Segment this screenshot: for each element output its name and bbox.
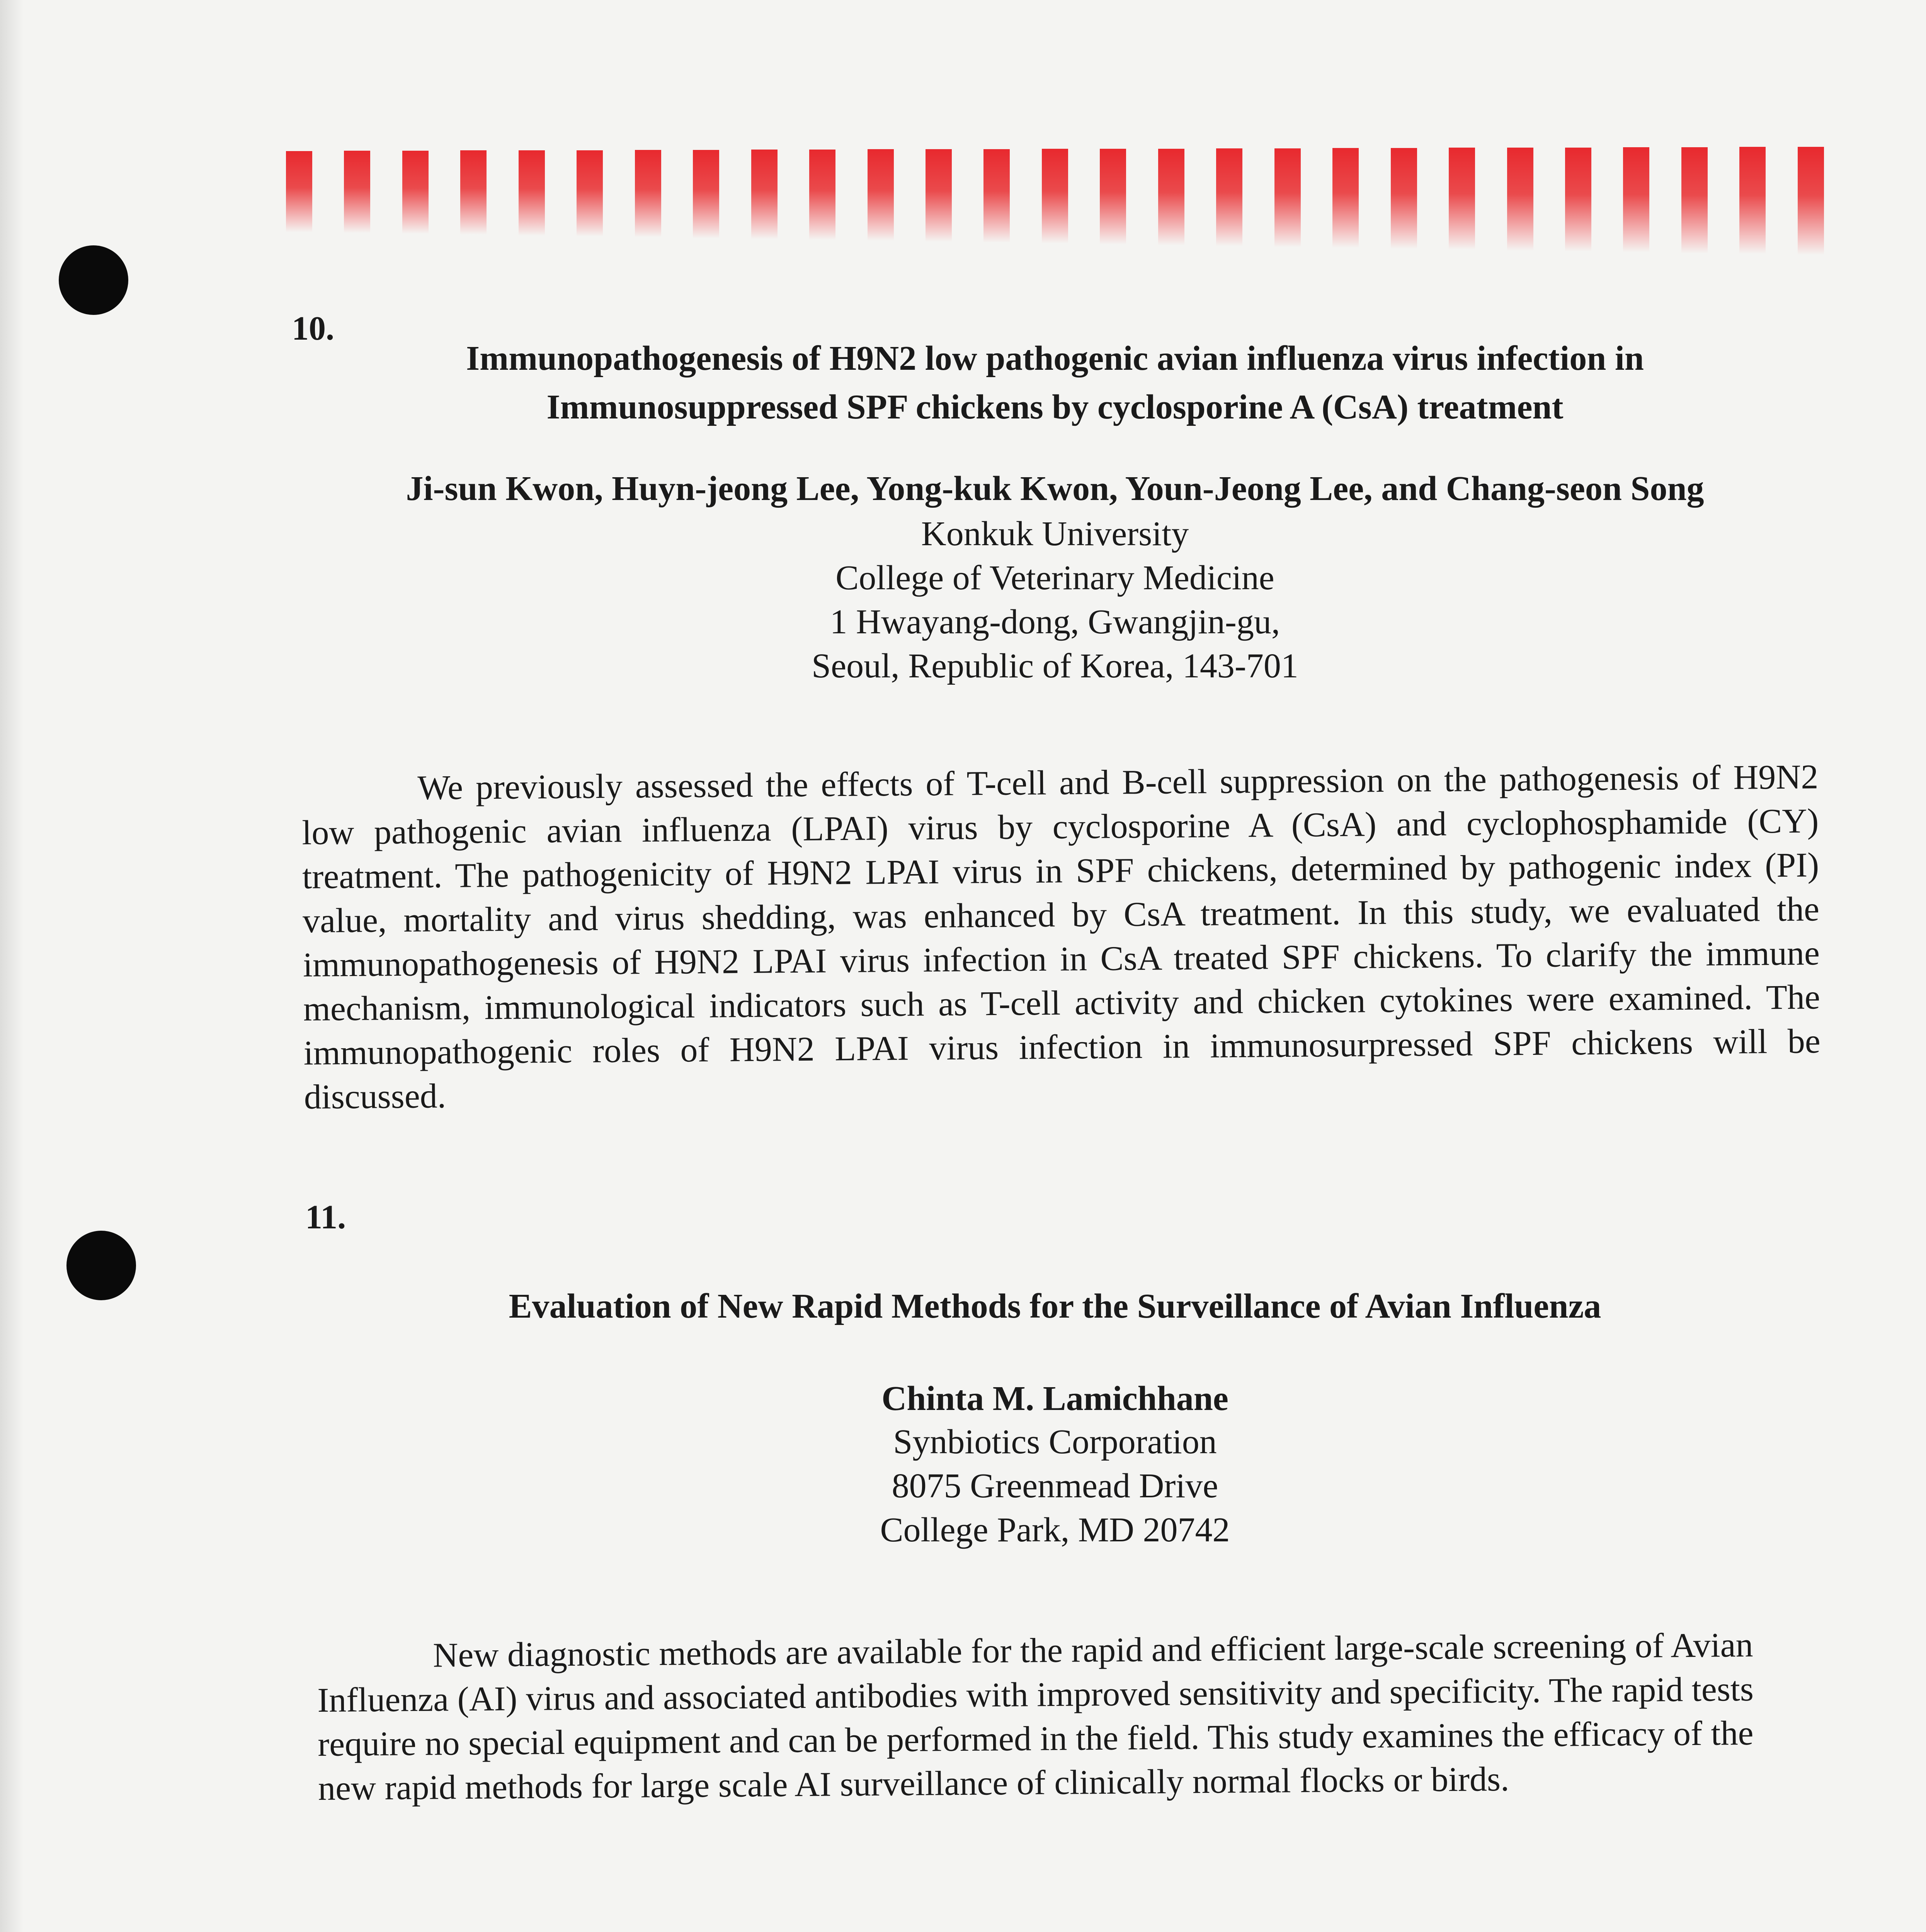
banner-stripe bbox=[1565, 148, 1591, 252]
abstract-authors: Chinta M. Lamichhane bbox=[881, 1379, 1228, 1418]
abstract-body bbox=[301, 755, 1821, 1119]
abstract-title bbox=[309, 1282, 1801, 1331]
banner-stripe bbox=[1042, 149, 1068, 243]
banner-stripe bbox=[809, 150, 835, 240]
page-edge-shadow bbox=[0, 0, 23, 1932]
abstract-number: 10. bbox=[292, 310, 334, 347]
abstract-affiliation bbox=[309, 1420, 1801, 1552]
affiliation-line: College of Veterinary Medicine bbox=[835, 559, 1274, 597]
banner-stripe bbox=[1332, 148, 1359, 248]
banner-stripe bbox=[926, 149, 952, 242]
banner-stripe bbox=[1449, 148, 1475, 250]
banner-stripe bbox=[1158, 149, 1184, 245]
banner-stripe bbox=[1623, 147, 1649, 252]
banner-stripe bbox=[868, 149, 894, 241]
banner-stripe bbox=[1798, 147, 1824, 255]
affiliation-line: 1 Hwayang-dong, Gwangjin-gu, bbox=[830, 603, 1280, 641]
affiliation-line: Konkuk University bbox=[921, 515, 1189, 553]
banner-stripe bbox=[635, 150, 661, 237]
abstract-body bbox=[317, 1623, 1779, 1811]
abstract-title-line: Immunosuppressed SPF chickens by cyclosporine A (CsA) treatment bbox=[546, 388, 1564, 426]
affiliation-line: Synbiotics Corporation bbox=[893, 1423, 1217, 1461]
affiliation-line: College Park, MD 20742 bbox=[880, 1511, 1230, 1549]
abstract-title bbox=[309, 334, 1801, 432]
banner-stripe bbox=[1391, 148, 1417, 249]
banner-stripe bbox=[519, 150, 545, 236]
banner-stripe bbox=[693, 150, 719, 238]
banner-stripe bbox=[983, 149, 1010, 243]
affiliation-line: Seoul, Republic of Korea, 143-701 bbox=[812, 647, 1298, 685]
header-stripe-banner bbox=[286, 147, 1824, 263]
banner-stripe bbox=[1507, 148, 1533, 251]
banner-stripe bbox=[1739, 147, 1766, 254]
banner-stripe bbox=[751, 150, 778, 239]
abstract-authors: Ji-sun Kwon, Huyn-jeong Lee, Yong-kuk Kwon, Youn-Jeong Lee, and Chang-seon Song bbox=[406, 469, 1704, 508]
banner-stripe bbox=[1100, 149, 1126, 245]
banner-stripe bbox=[460, 150, 487, 235]
abstract-body-text: We previously assessed the effects of T-cell and B-cell suppression on the pathogenesis of H9N2 low pathogenic avian influenza (LPAI) virus by cyclosporine A (CsA) and cyclophosphamide (CY) treatment. The pathogenicity of H9N2 LPAI virus in SPF chickens, determined by pathogenic index (PI) value, mortality and virus shedding, was enhanced by CsA treatment. In this study, we evaluated the immunopathogenesis of H9N2 LPAI virus infection in CsA treated SPF chickens. To clarify the immune mechanism, immunological indicators such as T-cell activity and chicken cytokines were examined. The immunopathogenic roles of H9N2 LPAI virus infection in immunosurpressed SPF chickens will be discussed. bbox=[301, 758, 1821, 1116]
banner-stripe bbox=[1681, 147, 1708, 253]
banner-stripe bbox=[286, 151, 312, 232]
abstract-title-line: Evaluation of New Rapid Methods for the Surveillance of Avian Influenza bbox=[509, 1287, 1601, 1325]
banner-stripe bbox=[1274, 148, 1301, 247]
banner-stripe bbox=[577, 150, 603, 236]
banner-stripe bbox=[344, 151, 370, 233]
banner-stripe bbox=[402, 151, 429, 234]
abstract-body-text: New diagnostic methods are available for the rapid and efficient large-scale screening of Avian Influenza (AI) virus and associated antibodies with improved sensitivity and specificity. The rapid tests require no special equipment and can be performed in the field. This study examines the efficacy of the new rapid methods for large scale AI surveillance of clinically normal flocks or birds. bbox=[317, 1626, 1754, 1808]
punch-hole bbox=[59, 245, 128, 315]
abstract-title-line: Immunopathogenesis of H9N2 low pathogenic avian influenza virus infection in bbox=[466, 339, 1644, 378]
punch-hole bbox=[66, 1231, 136, 1300]
abstract-number: 11. bbox=[305, 1199, 346, 1236]
affiliation-line: 8075 Greenmead Drive bbox=[892, 1467, 1218, 1505]
abstract-affiliation bbox=[309, 512, 1801, 688]
banner-stripe bbox=[1216, 148, 1242, 246]
